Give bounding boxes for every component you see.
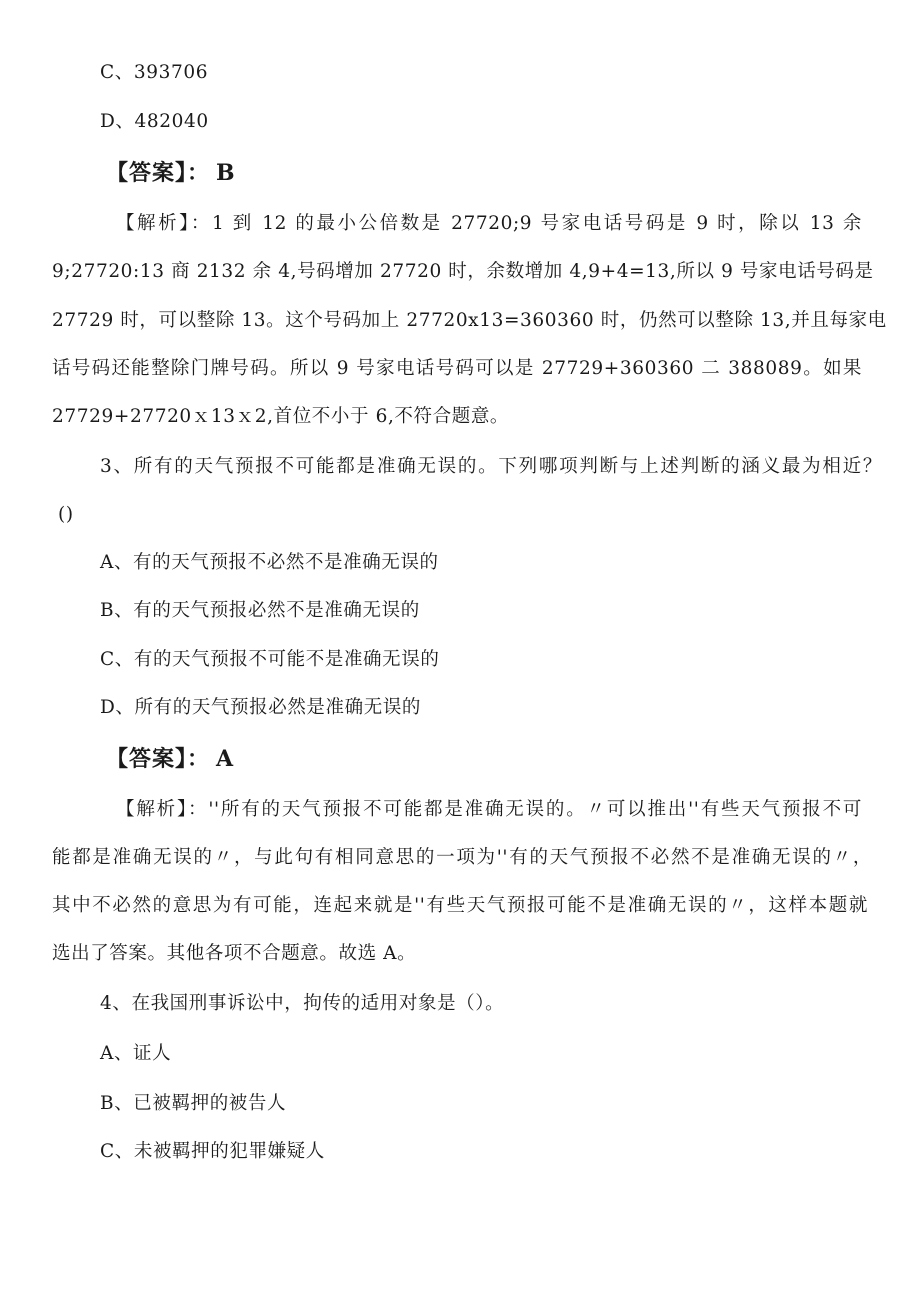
q3-option-a: A、有的天气预报不必然不是准确无误的 xyxy=(100,552,439,573)
q3-stem-paren: () xyxy=(58,504,74,525)
q4-stem: 4、在我国刑事诉讼中，拘传的适用对象是（）。 xyxy=(100,993,505,1014)
q2-analysis-line: 9;27720:13 商 2132 余 4,号码增加 27720 时，余数增加 4,9+4=13,所以 9 号家电话号码是 xyxy=(52,261,874,282)
q2-answer xyxy=(106,159,236,188)
q3-stem: 3、所有的天气预报不可能都是准确无误的。下列哪项判断与上述判断的涵义最为相近？ xyxy=(100,456,882,477)
q3-analysis-line: 【解析】：''所有的天气预报不可能都是准确无误的。〃可以推出''有些天气预报不可 xyxy=(116,799,862,820)
q2-analysis-line: 27729+27720ｘ13ｘ2,首位不小于 6,不符合题意。 xyxy=(52,406,510,427)
q3-answer xyxy=(106,745,234,774)
q3-option-d: D、所有的天气预报必然是准确无误的 xyxy=(100,697,422,718)
q4-option-a: A、证人 xyxy=(100,1043,172,1064)
q4-option-b: B、已被羁押的被告人 xyxy=(100,1093,287,1114)
q3-analysis-line: 选出了答案。其他各项不合题意。故选 A。 xyxy=(52,943,417,964)
q3-analysis-line: 能都是准确无误的〃，与此句有相同意思的一项为''有的天气预报不必然不是准确无误的〃， xyxy=(52,847,872,868)
answer-value: A xyxy=(216,746,235,772)
answer-label: 【答案】： xyxy=(106,747,211,772)
q2-analysis-line: 【解析】：1 到 12 的最小公倍数是 27720;9 号家电话号码是 9 时，除以 13 余 xyxy=(116,213,862,234)
q3-analysis-line: 其中不必然的意思为有可能，连起来就是''有些天气预报可能不是准确无误的〃，这样本题就 xyxy=(52,895,868,916)
q3-option-b: B、有的天气预报必然不是准确无误的 xyxy=(100,600,420,621)
q2-analysis-line: 话号码还能整除门牌号码。所以 9 号家电话号码可以是 27729+360360 二 388089。如果 xyxy=(52,358,862,379)
q4-option-c: C、未被羁押的犯罪嫌疑人 xyxy=(100,1141,325,1162)
answer-label: 【答案】： xyxy=(106,161,211,186)
answer-value: B xyxy=(216,160,236,186)
q2-analysis-line: 27729 时，可以整除 13。这个号码加上 27720x13=360360 时，仍然可以整除 13,并且每家电 xyxy=(52,310,887,331)
q2-option-c: C、393706 xyxy=(100,62,209,83)
q3-option-c: C、有的天气预报不可能不是准确无误的 xyxy=(100,649,440,670)
q2-option-d: D、482040 xyxy=(100,111,209,132)
